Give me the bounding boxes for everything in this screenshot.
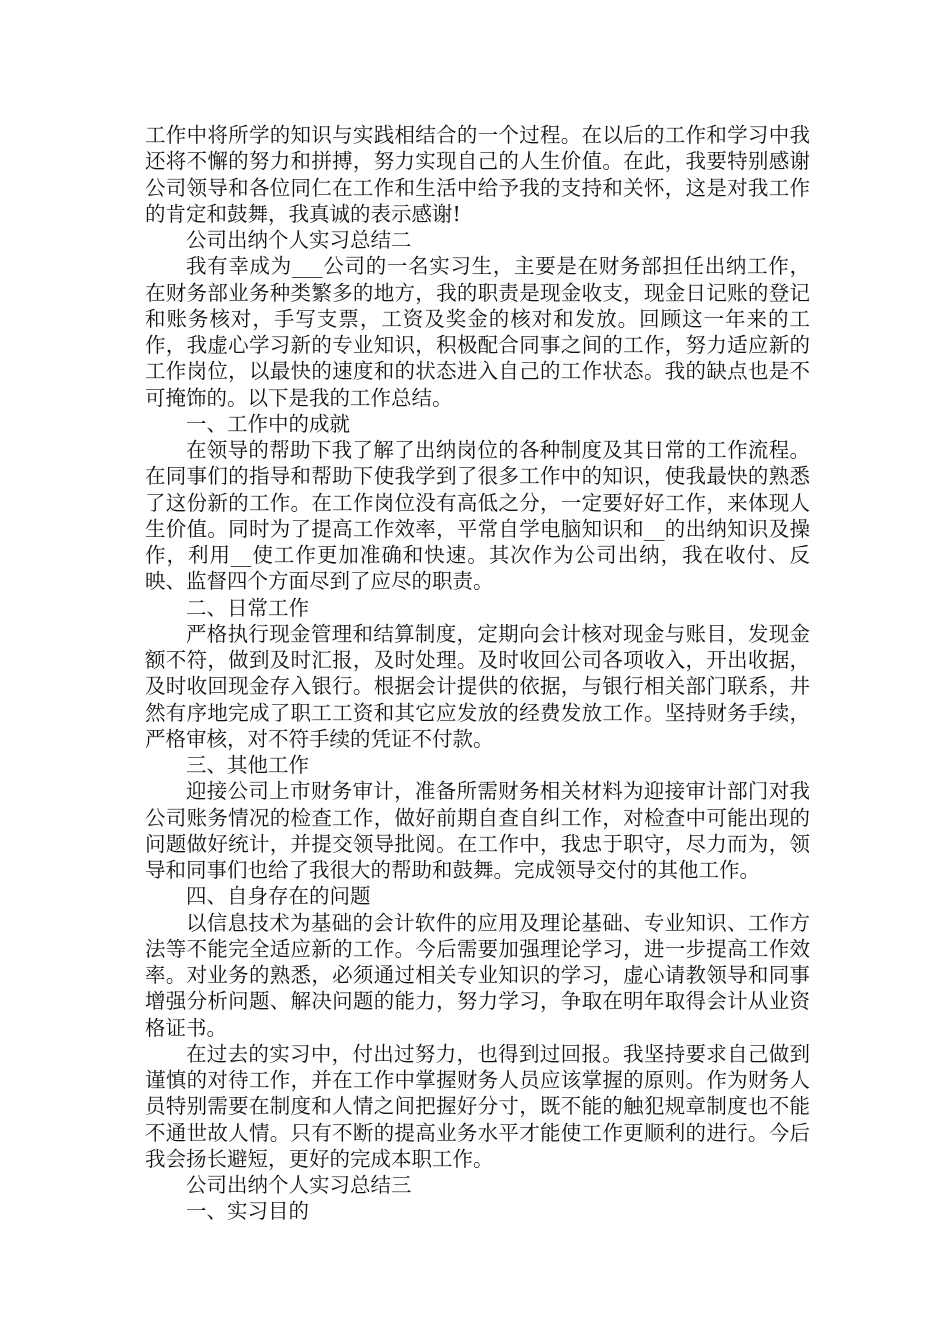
heading-other-work: 三、其他工作 bbox=[186, 753, 309, 777]
paragraph-continuation: 工作中将所学的知识与实践相结合的一个过程。在以后的工作和学习中我还将不懈的努力和拼搏，努力实现自己的人生价值。在此，我要特别感谢公司领导和各位同仁在工作和生活中给予我的支持和关怀，这是对我工作的肯定和鼓舞，我真诚的表示感谢! bbox=[145, 123, 810, 226]
heading-internship-purpose: 一、实习目的 bbox=[186, 1199, 309, 1224]
heading-daily-work: 二、日常工作 bbox=[186, 595, 309, 620]
paragraph-intro: 我有幸成为___公司的一名实习生，主要是在财务部担任出纳工作，在财务部业务种类繁多的地方，我的职责是现金收支，现金日记账的登记和账务核对，手写支票，工资及奖金的核对和发放。回顾这一年来的工作，我虚心学习新的专业知识，积极配合同事之间的工作，努力适应新的工作岗位，以最快的速度和的状态进入自己的工作状态。我的缺点也是不可掩饰的。以下是我的工作总结。 bbox=[145, 254, 810, 410]
document-body bbox=[145, 122, 810, 1225]
section-title-summary-two: 公司出纳个人实习总结二 bbox=[186, 228, 412, 252]
paragraph-achievements: 在领导的帮助下我了解了出纳岗位的各种制度及其日常的工作流程。在同事们的指导和帮助下使我学到了很多工作中的知识，使我最快的熟悉了这份新的工作。在工作岗位没有高低之分，一定要好好工作，来体现人生价值。同时为了提高工作效率，平常自学电脑知识和__的出纳知识及操作，利用__使工作更加准确和快速。其次作为公司出纳，我在收付、反映、监督四个方面尽到了应尽的职责。 bbox=[145, 438, 810, 594]
heading-achievements: 一、工作中的成就 bbox=[186, 411, 350, 436]
paragraph-daily-work: 严格执行现金管理和结算制度，定期向会计核对现金与账目，发现金额不符，做到及时汇报，及时处理。及时收回公司各项收入，开出收据，及时收回现金存入银行。根据会计提供的依据，与银行相关部门联系，井然有序地完成了职工工资和其它应发放的经费发放工作。坚持财务手续，严格审核，对不符手续的凭证不付款。 bbox=[145, 621, 810, 751]
paragraph-other-work: 迎接公司上市财务审计，准备所需财务相关材料为迎接审计部门对我公司账务情况的检查工作，做好前期自查自纠工作，对检查中可能出现的问题做好统计，并提交领导批阅。在工作中，我忠于职守，尽力而为，领导和同事们也给了我很大的帮助和鼓舞。完成领导交付的其他工作。 bbox=[145, 779, 810, 882]
paragraph-conclusion: 在过去的实习中，付出过努力，也得到过回报。我坚持要求自己做到谨慎的对待工作，并在工作中掌握财务人员应该掌握的原则。作为财务人员特别需要在制度和人情之间把握好分寸，既不能的触犯规章制度也不能不通世故人情。只有不断的提高业务水平才能使工作更顺利的进行。今后我会扬长避短，更好的完成本职工作。 bbox=[145, 1041, 810, 1171]
section-title-summary-three: 公司出纳个人实习总结三 bbox=[186, 1173, 412, 1197]
heading-problems: 四、自身存在的问题 bbox=[186, 884, 371, 909]
paragraph-problems: 以信息技术为基础的会计软件的应用及理论基础、专业知识、工作方法等不能完全适应新的工作。今后需要加强理论学习，进一步提高工作效率。对业务的熟悉，必须通过相关专业知识的学习，虚心请教领导和同事增强分析问题、解决问题的能力，努力学习，争取在明年取得会计从业资格证书。 bbox=[145, 910, 810, 1040]
